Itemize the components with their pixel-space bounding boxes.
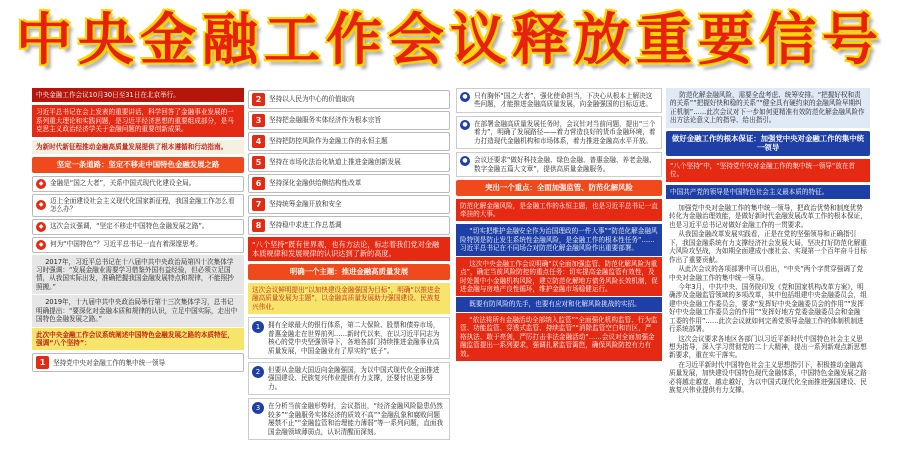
bullet-icon: ◆ bbox=[36, 200, 46, 210]
page-title: 中央金融工作会议释放重要信号 bbox=[16, 8, 884, 73]
deploy-text: 这次中央金融工作会议明确“以全面加强监管、防范化解风险为重点”，确定当前风险防控的重点任务：切实提高金融监管有效性，及时处置中小金融机构风险，建立防范化解地方债务风险长效机制，促进金融与房地产良性循环，维护金融市场稳健运行。 bbox=[456, 257, 662, 297]
principle-item-7: 7 坚持统筹金融开放和安全 bbox=[248, 195, 450, 214]
goal-text: 为新时代新征程推动金融高质量发展提供了根本遵循和行动指南。 bbox=[32, 140, 244, 154]
fact-item-1: 1 拥有全球最大的银行体系，第二大保险、股票和债券市场，普惠金融走在世界前列……新时代以来，在以习近平同志为核心的党中央坚强领导下，各地各部门持续推进金融事业高质量发展，中国金融业有了厚实的“底子”。 bbox=[248, 317, 450, 359]
section-banner-road: 坚定一条道路：坚定不移走中国特色金融发展之路 bbox=[32, 157, 244, 172]
five-articles-item: ● 会议还要求“做好科技金融、绿色金融、普惠金融、养老金融、数字金融五篇大文章”，提供高质量金融服务。 bbox=[456, 152, 662, 177]
column-4 bbox=[662, 88, 870, 446]
bullet-icon: ◆ bbox=[36, 179, 46, 189]
column-1 bbox=[32, 88, 244, 446]
list-item: ◆ 迈上全面建设社会主义现代化国家新征程，我国金融工作怎么看怎么办？ bbox=[32, 194, 244, 217]
principle-item-6: 6 坚持深化金融供给侧结构性改革 bbox=[248, 174, 450, 193]
eight-adherences-intro: 此次中央金融工作会议系统阐述中国特色金融发展之路的本质特征，强调“八个坚持”： bbox=[32, 328, 244, 351]
eight-first-text: “八个坚持”中，“坚持党中央对金融工作的集中统一领导”放在首位。 bbox=[666, 159, 870, 182]
principle-item-5: 5 坚持在市场化法治化轨道上推进金融创新发展 bbox=[248, 153, 450, 172]
paragraph: 加强党中央对金融工作的集中统一领导，把政治优势和制度优势转化为金融治理效能，是做好新时代金融发展改革工作的根本保证，也是习近平总书记对做好金融工作的一贯要求。 bbox=[669, 204, 867, 229]
eight-adherences-summary: “八个坚持”既有世界观，也有方法论，标志着我们党对金融本质规律和发展规律的认识达到了新的高度。 bbox=[248, 237, 450, 261]
paragraph-2017: 2017年，习近平总书记在十八届中共中央政治局第四十次集体学习时强调：“发展金融业需要学习借鉴外国有益经验，但必须立足国情，从我国实际出发，准确把握我国金融发展特点和规律，不能照抄照搬。” bbox=[32, 255, 244, 295]
principle-item-2: 2 坚持以人民为中心的价值取向 bbox=[248, 90, 450, 109]
paragraph: 从此次会议的各项部署中可以看出，“中央”两个字贯穿强调了党中央对金融工作的集中统一领导。 bbox=[669, 265, 864, 282]
paragraph-2019: 2019年，十九届中共中央政治局举行第十三次集体学习，总书记明确提出：“要深化对金融本质和规律的认识，立足中国实际，走出中国特色金融发展之路。” bbox=[32, 295, 244, 326]
column-3 bbox=[452, 88, 662, 446]
conclusion-body bbox=[666, 202, 870, 398]
risk-text: 防范化解金融风险，是金融工作的永恒主题，也是习近平总书记一直牵挂的大事。 bbox=[456, 199, 662, 222]
principle-item-4: 4 坚持把防控风险作为金融工作的永恒主题 bbox=[248, 132, 450, 151]
principle-item-3: 3 坚持把金融服务实体经济作为根本宗旨 bbox=[248, 111, 450, 130]
bullet-icon: ◆ bbox=[36, 240, 46, 250]
bullet-icon: ● bbox=[460, 120, 470, 130]
theme-text: 这次会议鲜明提出“以加快建设金融强国为目标”，明确“以推进金融高质量发展为主题”，以金融高质量发展助力强国建设、民族复兴伟业。 bbox=[248, 283, 450, 314]
list-item: ◆ 这次会议强调，“坚定不移走中国特色金融发展之路”。 bbox=[32, 219, 244, 235]
both-text: 既要有防风险的先手，也要有应对和化解风险挑战的实招。 bbox=[456, 297, 662, 311]
intro-paragraph: 习近平总书记在会上发表的重要讲话，科学回答了金融事业发展的一系列重大理论和实践问题，是习近平经济思想的重要组成部分，是马克思主义政治经济学关于金融问题的重要创新成果。 bbox=[32, 105, 244, 136]
paragraph: 在习近平新时代中国特色社会主义思想指引下，积极推动金融高质量发展，加快建设中国特色现代金融体系，中国特色金融发展之路必将越走越宽、越走越好，为以中国式现代化全面推进强国建设、民族复兴伟业提供有力支撑。 bbox=[669, 360, 867, 395]
bullet-icon: ● bbox=[460, 92, 470, 102]
paragraph: 今年3月，中共中央、国务院印发《党和国家机构改革方案》，明确涉及金融监管领域的多项改革，其中包括组建中央金融委员会，组建中央金融工作委员会，要求“发挥好中央金融委员会的作用”“发挥好中央金融工作委员会的作用”“发挥好地方党委金融委员会和金融工委的作用”……此次会议就如何完善党领导金融工作的体制机制进行系统部署。 bbox=[669, 282, 867, 334]
paragraph: 从我国金融改革发展实践看，正是在党的坚强领导和正确指引下，我国金融系统有力支撑经济社会发展大局，坚决打好防范化解重大风险攻坚战，为如期全面建成小康社会、实现第一个百年奋斗目标作出了重要贡献。 bbox=[669, 230, 867, 264]
fact-item-3: 3 在分析当前金融形势时，会议指出，“经济金融风险隐患仍然较多”“金融服务实体经济的质效不高”“金融乱象和腐败问题屡禁不止”“金融监管和治理能力薄弱”等一系列问题，直面我国金融领域薄弱点，认识清醒而深刻。 bbox=[248, 398, 450, 440]
section-banner-theme: 明确一个主题：推进金融高质量发展 bbox=[248, 264, 450, 279]
quote-text: “切实把维护金融安全作为治国理政的一件大事”“防范化解金融风险特别是防止发生系统性金融风险，是金融工作的根本性任务”……习近平总书记在不同场合对防范化解金融风险作出重要部署。 bbox=[456, 224, 662, 255]
meeting-item: ● 在部署金融高质量发展任务时，会议针对当前问题，提出“三个着力”，明确了发展路径——着力营造良好的货币金融环境，着力打造现代金融机构和市场体系，着力推进金融高水平开放。 bbox=[456, 116, 662, 149]
regulation-text: “依法将所有金融活动全部纳入监管”“全面强化机构监管、行为监管、功能监管、穿透式监管、持续监管”“消除监管空白和盲区，严格执法、敢于亮剑，严厉打击非法金融活动”……会议对全面加强金融监管提出一系列要求，强调扎紧监管篱笆，确保风险防控有力有效。 bbox=[456, 313, 662, 361]
party-feature-text: 中国共产党的领导是中国特色社会主义最本质的特征。 bbox=[666, 185, 870, 199]
bullet-icon: ● bbox=[460, 156, 470, 166]
list-item: ◆ 金融是“国之大者”，关系中国式现代化建设全局。 bbox=[32, 176, 244, 192]
fact-item-2: 2 但要从金融大国迈向金融强国，为以中国式现代化全面推进强国建设、民族复兴伟业提供有力支撑，还要付出更多努力。 bbox=[248, 362, 450, 395]
column-2 bbox=[244, 88, 450, 446]
section-banner-focus: 突出一个重点：全面加强监管、防范化解风险 bbox=[456, 180, 662, 195]
bullet-icon: ◆ bbox=[36, 222, 46, 232]
section-banner-guarantee: 做好金融工作的根本保证：加强党中央对金融工作的集中统一领导 bbox=[666, 131, 870, 156]
list-item: ◆ 何为“中国特色”？习近平总书记一直有着深邃思考。 bbox=[32, 237, 244, 253]
paragraph: 这次会议要求各地区各部门以习近平新时代中国特色社会主义思想为指导，深入学习贯彻党的二十大精神，提出一系列新观点新思想新要求，重在实干落实。 bbox=[669, 334, 867, 360]
guozhi-item: ● 只有胸怀“国之大者”，强化使命担当，下决心从根本上解决这些问题，才能推进金融高质量发展，向金融强国的目标迈进。 bbox=[456, 88, 662, 113]
meeting-date: 中央金融工作会议10月30日至31日在北京举行。 bbox=[32, 88, 244, 102]
risk-method-text: 防范化解金融风险，需要全盘考虑、统筹安排。“把握好权和责的关系”“把握好快和稳的关系”“健全具有硬约束的金融风险早期纠正机制”……此次会议对下一步如何更精准有效防范化解金融风险作出方法论意义上的指导、给出指引。 bbox=[666, 88, 870, 128]
principle-item-8: 8 坚持稳中求进工作总基调 bbox=[248, 216, 450, 235]
principle-item-1: 1 坚持党中央对金融工作的集中统一领导 bbox=[32, 353, 244, 372]
